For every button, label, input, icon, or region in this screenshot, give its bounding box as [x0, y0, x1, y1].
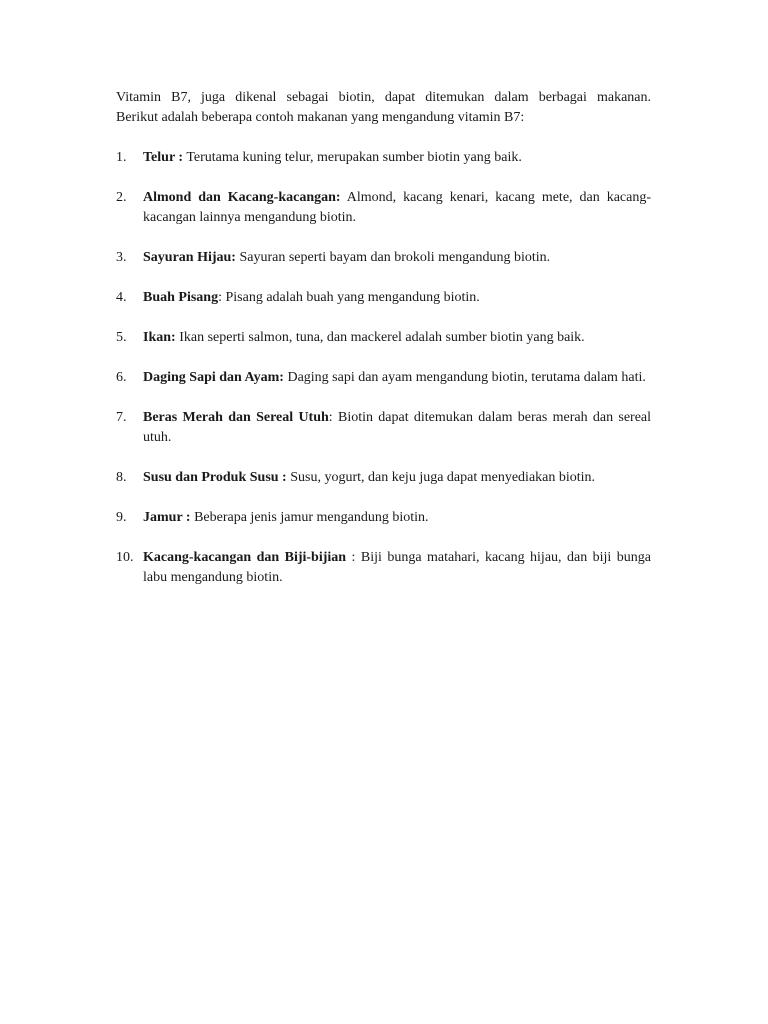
list-item-term: Kacang-kacangan dan Biji-bijian	[143, 550, 347, 565]
list-item-number: 3.	[116, 250, 127, 265]
list-item-term: Telur :	[143, 150, 184, 165]
list-item-number: 9.	[116, 510, 127, 525]
list-item	[116, 148, 651, 168]
list-item	[116, 468, 651, 488]
list-item-number: 5.	[116, 330, 127, 345]
list-item-description: : Biotin dapat ditemukan dalam beras merah dan sereal utuh.	[143, 410, 652, 445]
list-item	[116, 548, 651, 588]
list-item-term: Jamur :	[143, 510, 191, 525]
list-item-number: 1.	[116, 150, 127, 165]
list-item	[116, 248, 651, 268]
list-item	[116, 508, 651, 528]
list-item-description: : Pisang adalah buah yang mengandung biotin.	[218, 290, 480, 305]
list-item-term: Sayuran Hijau:	[143, 250, 236, 265]
list-item-description: Almond, kacang kenari, kacang mete, dan kacang-kacangan lainnya mengandung biotin.	[143, 190, 652, 225]
list-item-description: : Biji bunga matahari, kacang hijau, dan biji bunga labu mengandung biotin.	[143, 550, 651, 585]
list-item	[116, 288, 651, 308]
document-page	[116, 88, 651, 608]
list-item-term: Ikan:	[143, 330, 176, 345]
list-item-number: 10.	[116, 550, 134, 565]
list-item-number: 7.	[116, 410, 127, 425]
list-item-term: Almond dan Kacang-kacangan:	[143, 190, 341, 205]
list-item-description: Daging sapi dan ayam mengandung biotin, terutama dalam hati.	[283, 370, 646, 385]
list-item	[116, 368, 651, 388]
list-item-description: Ikan seperti salmon, tuna, dan mackerel adalah sumber biotin yang baik.	[175, 330, 585, 345]
list-item-description: Sayuran seperti bayam dan brokoli mengandung biotin.	[235, 250, 551, 265]
list-item	[116, 408, 651, 448]
list-item	[116, 188, 651, 228]
list-item-term: Beras Merah dan Sereal Utuh	[143, 410, 329, 425]
list-item-term: Daging Sapi dan Ayam:	[143, 370, 284, 385]
list-item-description: Terutama kuning telur, merupakan sumber biotin yang baik.	[183, 150, 522, 165]
list-item-term: Susu dan Produk Susu :	[143, 470, 287, 485]
list-item-description: Susu, yogurt, dan keju juga dapat menyediakan biotin.	[286, 470, 596, 485]
list-item-term: Buah Pisang	[143, 290, 219, 305]
list-item	[116, 328, 651, 348]
intro-paragraph	[116, 88, 651, 128]
list-item-number: 4.	[116, 290, 127, 305]
intro-line-2: Berikut adalah beberapa contoh makanan yang mengandung vitamin B7:	[116, 110, 525, 125]
intro-line-1: Vitamin B7, juga dikenal sebagai biotin, dapat ditemukan dalam berbagai makanan.	[116, 90, 651, 105]
list-item-description: Beberapa jenis jamur mengandung biotin.	[190, 510, 429, 525]
food-list	[116, 148, 651, 588]
list-item-number: 6.	[116, 370, 127, 385]
list-item-number: 8.	[116, 470, 127, 485]
list-item-number: 2.	[116, 190, 127, 205]
